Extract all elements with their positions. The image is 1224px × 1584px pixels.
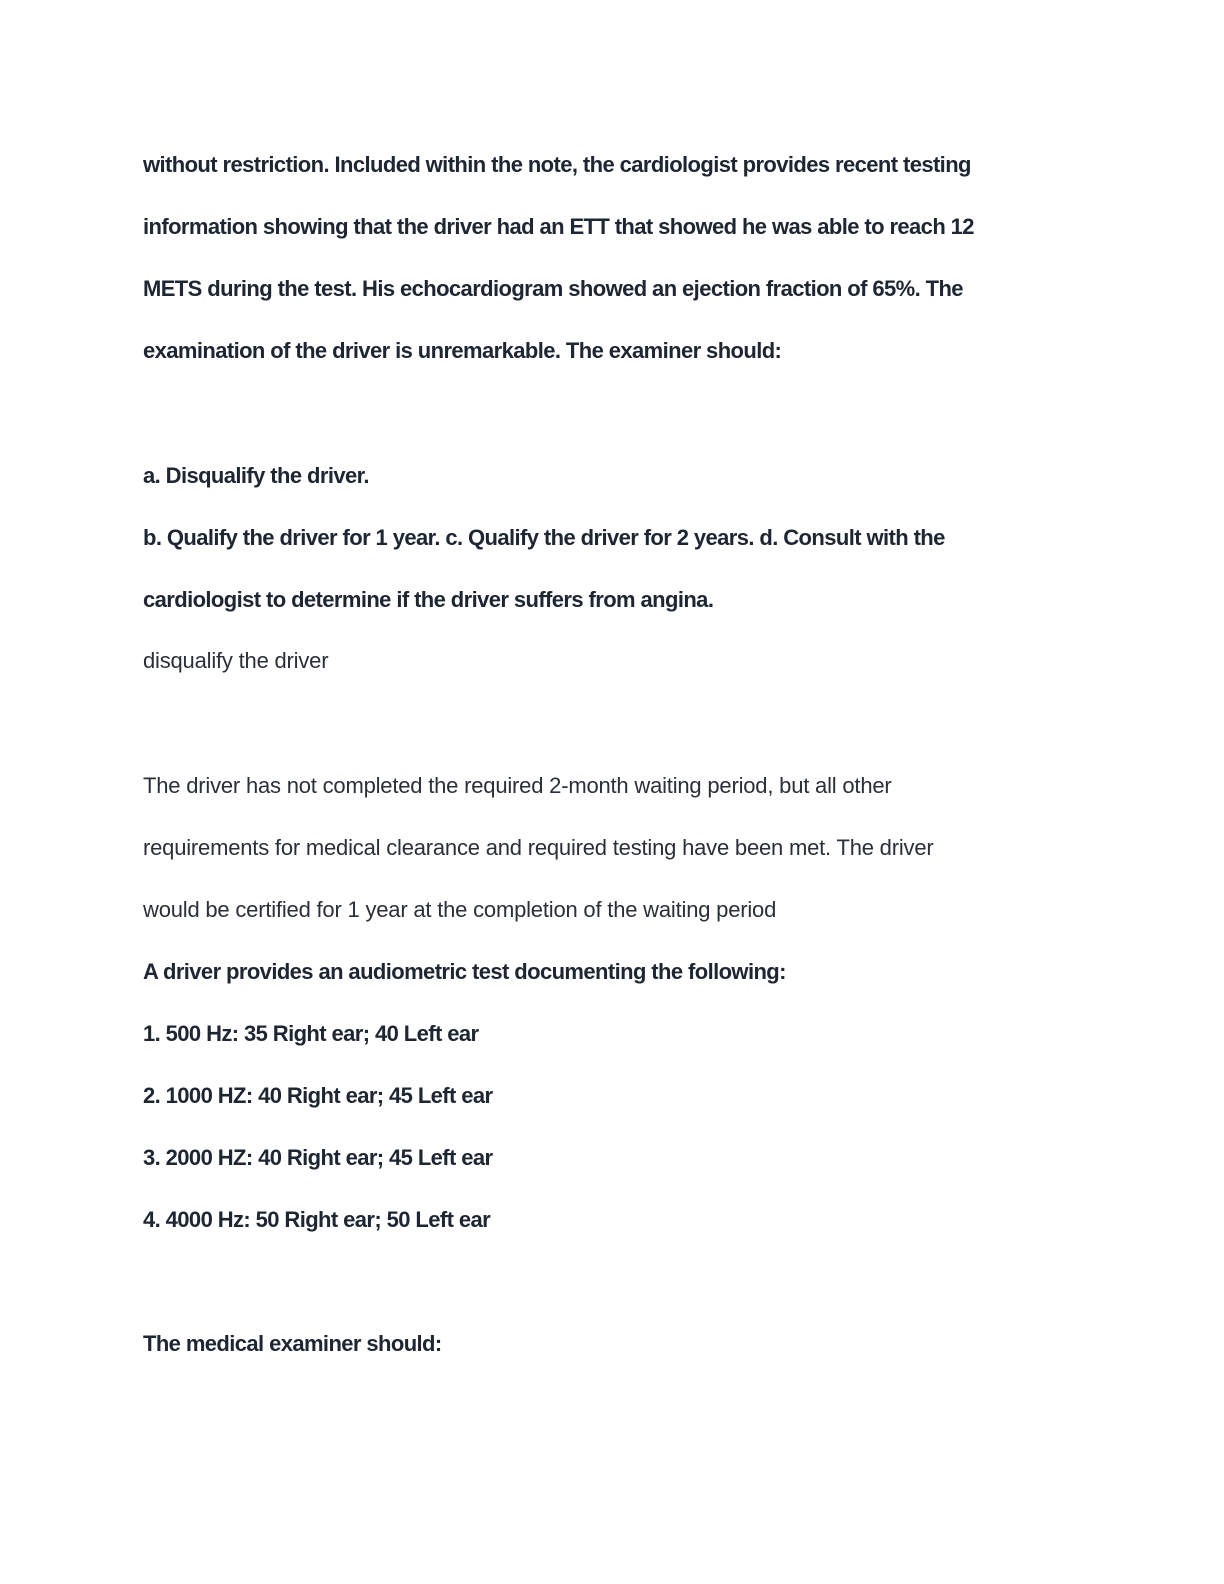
q1-explanation-line-1: The driver has not completed the required 2-month waiting period, but all other bbox=[143, 773, 892, 798]
q1-option-a: a. Disqualify the driver. bbox=[143, 463, 369, 488]
q1-stem-line-2: information showing that the driver had an ETT that showed he was able to reach 12 bbox=[143, 214, 974, 239]
q1-stem-line-1: without restriction. Included within the note, the cardiologist provides recent testing bbox=[143, 152, 971, 177]
q2-item-4: 4. 4000 Hz: 50 Right ear; 50 Left ear bbox=[143, 1207, 491, 1232]
q1-stem-line-4: examination of the driver is unremarkable. The examiner should: bbox=[143, 338, 782, 363]
q2-item-3: 3. 2000 HZ: 40 Right ear; 45 Left ear bbox=[143, 1145, 493, 1170]
q1-options-line-2: b. Qualify the driver for 1 year. c. Qualify the driver for 2 years. d. Consult with the bbox=[143, 525, 945, 550]
q2-item-2: 2. 1000 HZ: 40 Right ear; 45 Left ear bbox=[143, 1083, 493, 1108]
q2-prompt: The medical examiner should: bbox=[143, 1331, 442, 1356]
document-page bbox=[143, 0, 1083, 1584]
q1-options-line-3: cardiologist to determine if the driver suffers from angina. bbox=[143, 587, 714, 612]
q1-explanation-line-2: requirements for medical clearance and required testing have been met. The driver bbox=[143, 835, 934, 860]
q2-item-1: 1. 500 Hz: 35 Right ear; 40 Left ear bbox=[143, 1021, 479, 1046]
q1-answer: disqualify the driver bbox=[143, 648, 329, 673]
q1-explanation-line-3: would be certified for 1 year at the completion of the waiting period bbox=[143, 897, 777, 922]
q1-stem-line-3: METS during the test. His echocardiogram showed an ejection fraction of 65%. The bbox=[143, 276, 963, 301]
q2-intro: A driver provides an audiometric test documenting the following: bbox=[143, 959, 786, 984]
